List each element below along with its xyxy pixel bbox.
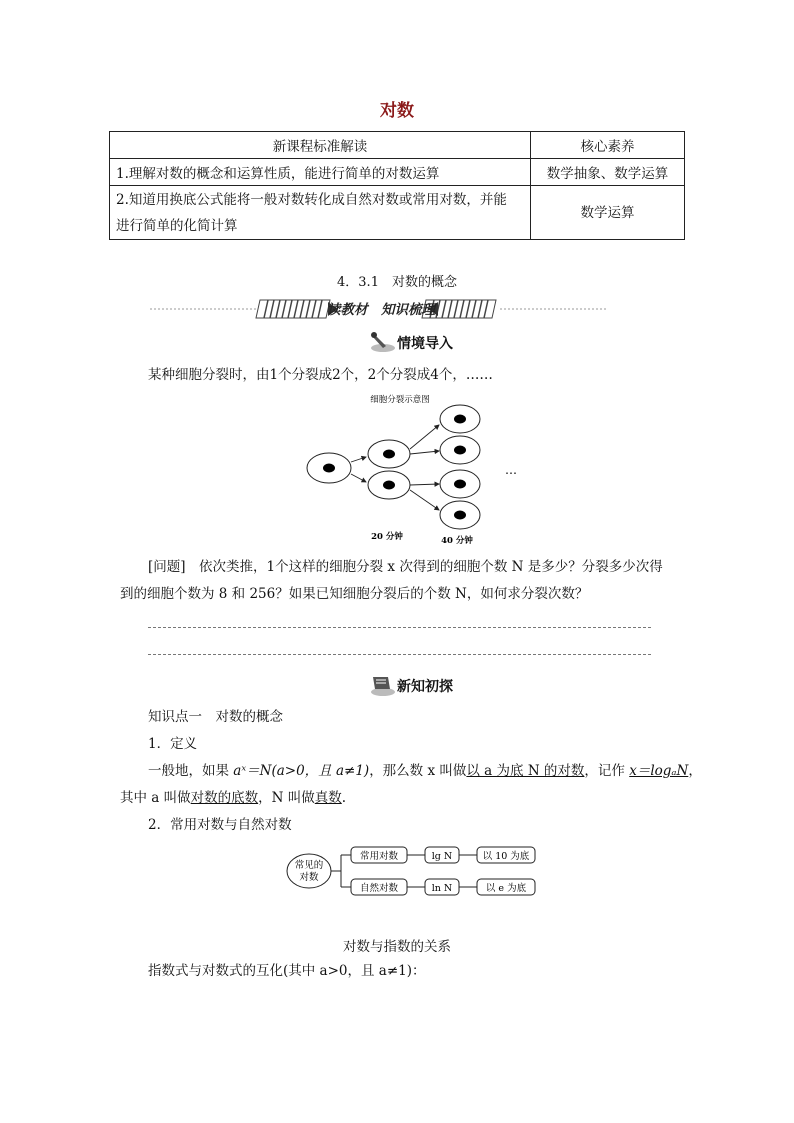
table-cell: 数学运算 [531,186,685,240]
banner-stripes-left [256,300,330,318]
diagram-node-label: 以 10 为底 [482,851,530,862]
text-span: 其中 a 叫做 [120,790,191,806]
question-line: [问题] 依次类推，1个这样的细胞分裂 x 次得到的细胞个数 N 是多少？分裂多少次得 [148,559,663,575]
label-40-min: 40 分钟 [441,536,473,546]
book-icon [368,673,396,697]
new-knowledge-heading: 新知初探 [397,679,453,695]
table-cell: 1.理解对数的概念和运算性质，能进行简单的对数运算 [110,159,531,186]
definition-label: 1．定义 [148,736,198,752]
diagram-node-label: 常用对数 [359,851,399,862]
text-span: . [341,790,347,806]
curriculum-table [109,131,685,240]
relation-title: 对数与指数的关系 [343,939,451,955]
diagram-root-label: 常见的 [294,860,324,871]
banner-label: 读教材 知识梳理 [327,302,435,318]
table-header-row [110,132,685,159]
page-title: 对数 [380,101,414,121]
diagram-node-label: 以 e 为底 [485,883,527,894]
text-span: ，N 叫做 [258,790,315,806]
underlined-term: 以 a 为底 N 的对数 [466,763,585,779]
text-span: ，那么数 x 叫做 [369,763,467,779]
diagram-node-label: lg N [431,851,453,862]
situation-intro: 某种细胞分裂时，由1个分裂成2个，2个分裂成4个，…… [148,367,493,383]
section-banner [148,298,608,320]
situation-heading: 情境导入 [397,336,453,352]
table-header: 新课程标准解读 [110,132,531,159]
definition-text-2 [120,788,346,808]
answer-line [148,654,651,655]
text-span: 一般地，如果 [148,763,234,779]
diagram-node-label: 自然对数 [359,883,399,894]
log-classification-diagram [285,843,540,899]
table-header: 核心素养 [531,132,685,159]
diagram-root-label: 对数 [299,872,319,883]
section-title: 4．3.1 对数的概念 [337,275,457,290]
label-20-min: 20 分钟 [371,532,403,542]
table-cell [110,186,531,240]
pen-icon [368,330,396,354]
figure-ellipsis: … [505,463,517,477]
figure-title: 细胞分裂示意图 [370,395,430,405]
text-span: ，记作 [584,763,630,779]
underlined-term: 真数 [314,790,342,806]
common-log-label: 2．常用对数与自然对数 [148,817,292,833]
table-row [110,186,685,240]
underlined-term: 对数的底数 [190,790,259,806]
knowledge-point-title: 知识点一 对数的概念 [148,709,283,725]
table-row [110,159,685,186]
text-span: ， [688,763,702,779]
definition-text [148,761,702,781]
answer-line [148,627,651,628]
underlined-formula: x＝logₐN [629,763,689,779]
table-cell-line: 2.知道用换底公式能将一般对数转化成自然对数或常用对数，并能 [116,191,507,208]
relation-text: 指数式与对数式的互化(其中 a>0，且 a≠1)： [148,963,426,979]
diagram-node-label: ln N [431,883,453,894]
table-cell: 数学抽象、数学运算 [531,159,685,186]
formula: aˣ＝N(a>0，且 a≠1) [233,763,370,779]
table-cell-line: 进行简单的化简计算 [116,217,238,234]
question-line: 到的细胞个数为 8 和 256？如果已知细胞分裂后的个数 N，如何求分裂次数？ [120,586,589,602]
cell-division-figure [300,388,530,548]
